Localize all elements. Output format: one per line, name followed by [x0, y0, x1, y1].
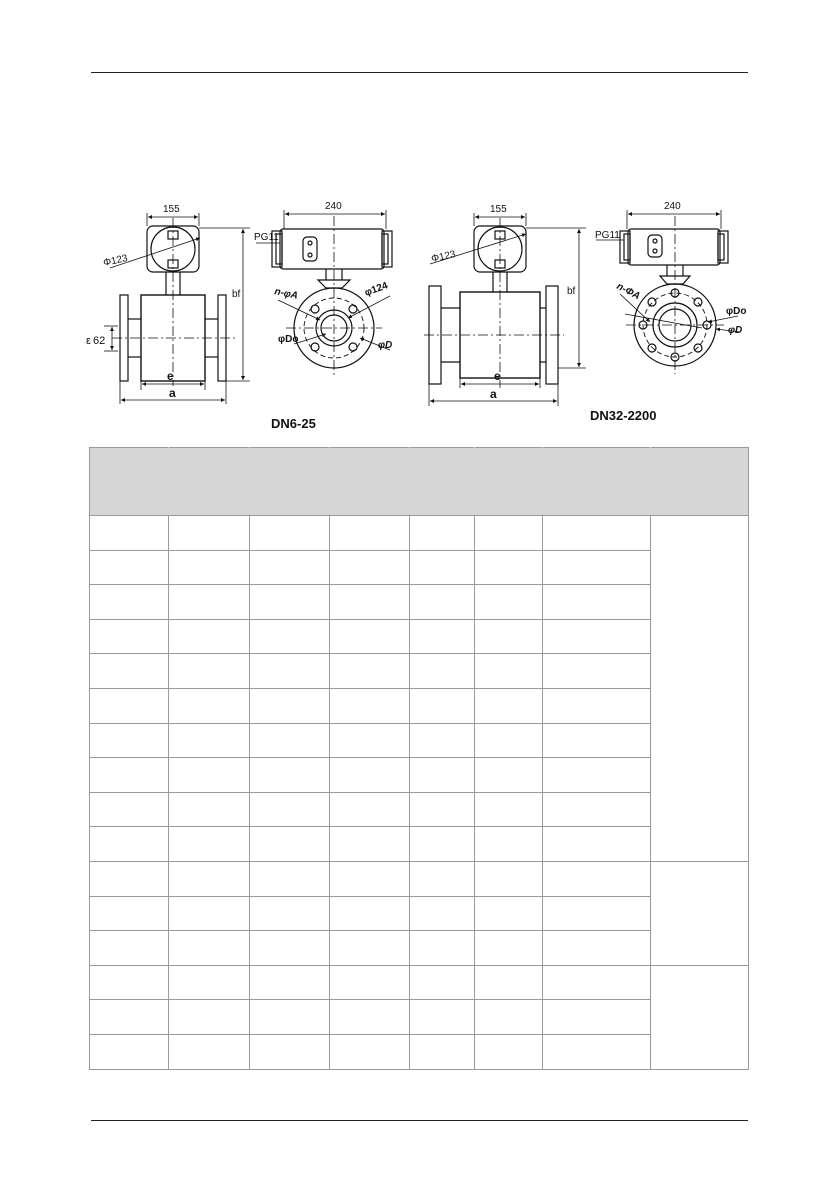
table-cell [250, 516, 330, 551]
table-cell [169, 827, 250, 862]
table-cell [90, 827, 169, 862]
table-cell [475, 1000, 543, 1035]
table-cell [410, 792, 475, 827]
header-cell [475, 448, 543, 516]
right-width-label: 155 [490, 204, 507, 215]
table-row [90, 896, 749, 931]
caption-dn6-25: DN6-25 [271, 416, 316, 431]
table-cell [475, 550, 543, 585]
table-cell [475, 654, 543, 689]
table-cell [543, 516, 651, 551]
table-cell [330, 688, 410, 723]
table-cell [410, 861, 475, 896]
table-cell [410, 1034, 475, 1069]
table-cell [475, 516, 543, 551]
table-cell [330, 965, 410, 1000]
left-housing-dia-label: Φ123 [102, 253, 129, 269]
left-outer-label: φD [378, 340, 393, 351]
table-cell [410, 585, 475, 620]
table-cell [330, 654, 410, 689]
table-row [90, 931, 749, 966]
table-cell [330, 758, 410, 793]
table-cell [90, 1034, 169, 1069]
table-cell [250, 550, 330, 585]
table-cell [169, 619, 250, 654]
table-cell [90, 723, 169, 758]
right-end-width-label: 240 [664, 201, 681, 212]
left-pcd-label: φ124 [363, 280, 390, 299]
table-cell [250, 861, 330, 896]
table-cell [169, 688, 250, 723]
table-cell [330, 792, 410, 827]
table-cell [90, 1000, 169, 1035]
header-cell [651, 448, 749, 516]
table-cell [543, 688, 651, 723]
table-row [90, 619, 749, 654]
table-cell [410, 896, 475, 931]
table-cell [250, 654, 330, 689]
table-cell [543, 550, 651, 585]
table-cell [410, 550, 475, 585]
right-gland-label: PG11 [595, 230, 620, 241]
table-cell [543, 792, 651, 827]
table-cell [410, 723, 475, 758]
table-cell [90, 965, 169, 1000]
right-outer-label: φD [728, 325, 743, 336]
table-cell [330, 827, 410, 862]
table-header-row [90, 448, 749, 516]
table-row [90, 1000, 749, 1035]
table-cell [410, 516, 475, 551]
drawing-svg [86, 198, 750, 438]
table-cell [475, 896, 543, 931]
table-cell [543, 861, 651, 896]
table-cell [475, 1034, 543, 1069]
right-bolt-label: n-ΦA [614, 280, 642, 303]
table-cell [543, 654, 651, 689]
table-cell [543, 1000, 651, 1035]
right-housing-dia-label: Φ123 [430, 249, 457, 265]
merged-cell-group-3 [651, 965, 749, 1069]
table-cell [169, 861, 250, 896]
table-cell [410, 619, 475, 654]
table-cell [543, 585, 651, 620]
table-cell [543, 965, 651, 1000]
table-cell [475, 585, 543, 620]
table-cell [250, 931, 330, 966]
table-row [90, 585, 749, 620]
left-gland-label: PG11 [254, 232, 279, 243]
table-cell [169, 965, 250, 1000]
table-cell [330, 861, 410, 896]
table-cell [250, 619, 330, 654]
table-row [90, 792, 749, 827]
table-cell [330, 585, 410, 620]
left-width-label: 155 [163, 204, 180, 215]
table-cell [475, 688, 543, 723]
table-cell [250, 723, 330, 758]
table-cell [475, 931, 543, 966]
table-row [90, 861, 749, 896]
table-cell [90, 931, 169, 966]
table-cell [330, 896, 410, 931]
left-flange-label: 62 [93, 335, 106, 347]
table-cell [90, 861, 169, 896]
table-cell [90, 516, 169, 551]
merged-cell-group-2 [651, 861, 749, 965]
table-cell [169, 792, 250, 827]
table-cell [330, 516, 410, 551]
table-cell [250, 688, 330, 723]
left-length-label: a [169, 386, 176, 400]
table-cell [250, 1034, 330, 1069]
table-cell [475, 861, 543, 896]
header-rule [91, 72, 748, 73]
table-cell [90, 550, 169, 585]
left-height-label: bf [232, 289, 241, 300]
table-row [90, 550, 749, 585]
table-row [90, 827, 749, 862]
table-cell [330, 723, 410, 758]
table-cell [169, 931, 250, 966]
table-cell [543, 619, 651, 654]
table-cell [543, 758, 651, 793]
table-cell [543, 896, 651, 931]
table-cell [250, 965, 330, 1000]
table-cell [475, 965, 543, 1000]
table-cell [330, 1000, 410, 1035]
right-body-label: e [494, 369, 501, 383]
header-cell [250, 448, 330, 516]
table-cell [169, 1000, 250, 1035]
table-row [90, 688, 749, 723]
table-cell [169, 585, 250, 620]
table-cell [250, 585, 330, 620]
header-cell [330, 448, 410, 516]
left-bolt-label: n-φA [273, 286, 299, 302]
right-side-view [424, 213, 586, 406]
table-cell [410, 931, 475, 966]
right-bore-label: φDo [726, 306, 747, 317]
table-cell [410, 688, 475, 723]
table-cell [250, 758, 330, 793]
table-cell [543, 931, 651, 966]
table-cell [475, 792, 543, 827]
table-cell [475, 827, 543, 862]
header-cell [410, 448, 475, 516]
table-cell [90, 585, 169, 620]
table-cell [169, 723, 250, 758]
table-cell [330, 619, 410, 654]
table-cell [250, 792, 330, 827]
table-cell [410, 758, 475, 793]
table-cell [410, 965, 475, 1000]
table-row [90, 758, 749, 793]
table-cell [90, 619, 169, 654]
table-cell [250, 827, 330, 862]
table-row [90, 1034, 749, 1069]
merged-cell-group-1 [651, 516, 749, 862]
dimension-table [89, 447, 749, 1070]
left-end-width-label: 240 [325, 201, 342, 212]
left-body-label: e [167, 369, 174, 383]
table-row [90, 965, 749, 1000]
table-cell [330, 931, 410, 966]
table-cell [90, 792, 169, 827]
left-edge-char: ε [86, 335, 91, 347]
header-cell [169, 448, 250, 516]
right-length-label: a [490, 387, 497, 401]
table-row [90, 516, 749, 551]
table-cell [543, 1034, 651, 1069]
left-side-view [104, 213, 250, 404]
header-cell [90, 448, 169, 516]
table-cell [90, 896, 169, 931]
table-cell [330, 550, 410, 585]
table-row [90, 654, 749, 689]
footer-rule [91, 1120, 748, 1121]
flowmeter-dimension-drawing [86, 198, 750, 438]
table-cell [90, 688, 169, 723]
table-cell [475, 619, 543, 654]
table-cell [169, 758, 250, 793]
header-cell [543, 448, 651, 516]
table-cell [330, 1034, 410, 1069]
table-cell [543, 723, 651, 758]
table-cell [543, 827, 651, 862]
table-cell [410, 827, 475, 862]
right-height-label: bf [567, 286, 576, 297]
left-bore-label: φDo [278, 334, 299, 345]
table-cell [410, 1000, 475, 1035]
table-cell [90, 758, 169, 793]
caption-dn32-2200: DN32-2200 [590, 408, 657, 423]
table-row [90, 723, 749, 758]
table-cell [169, 516, 250, 551]
table-cell [475, 723, 543, 758]
table-cell [90, 654, 169, 689]
table-cell [475, 758, 543, 793]
table-cell [410, 654, 475, 689]
table-cell [169, 896, 250, 931]
table-cell [169, 550, 250, 585]
table-cell [169, 654, 250, 689]
table-cell [169, 1034, 250, 1069]
table-cell [250, 896, 330, 931]
table-cell [250, 1000, 330, 1035]
